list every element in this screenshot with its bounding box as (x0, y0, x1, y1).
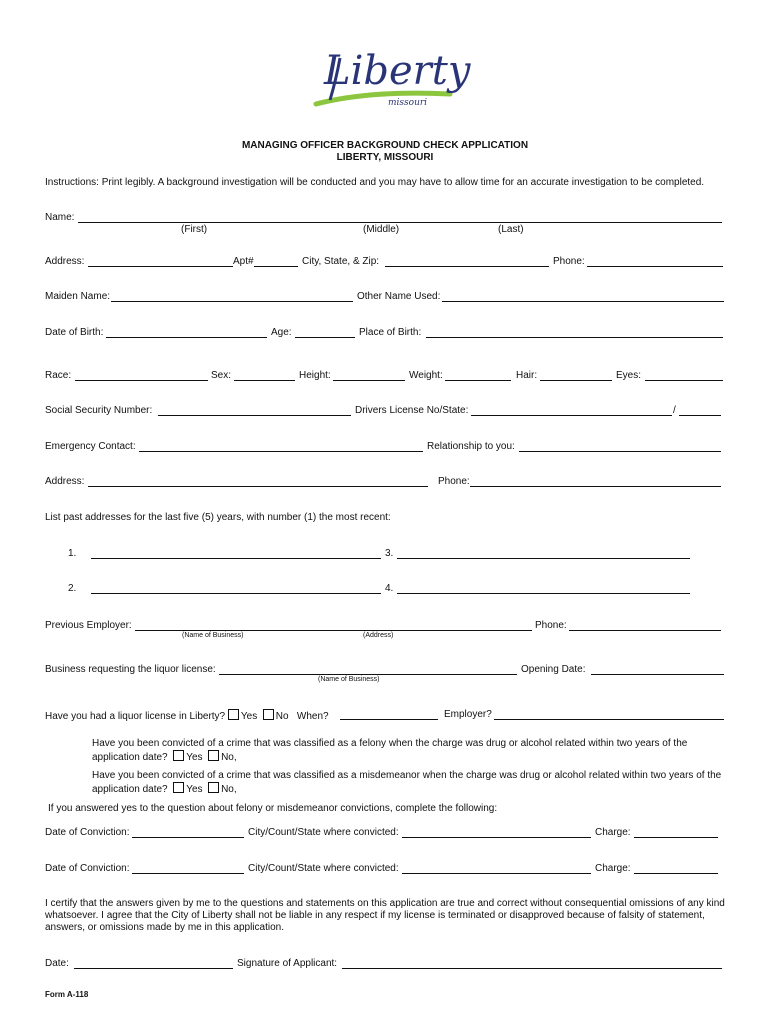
felony-no-checkbox[interactable] (208, 750, 219, 761)
weight-field[interactable] (445, 380, 511, 381)
employer-phone-field[interactable] (569, 630, 721, 631)
past-address-4-field[interactable] (397, 593, 690, 594)
instructions: Instructions: Print legibly. A background investigation will be conducted and you may have to allow time for an accurate investigation to be completed. (45, 177, 705, 188)
signature-date-field[interactable] (74, 968, 233, 969)
conviction-charge-field-1[interactable] (634, 837, 718, 838)
certification-statement: I certify that the answers given by me to the questions and statements on this application are true and correct without consequential omissions of any kind whatsoever. I agree that the City of Liberty shall not be liable in any respect if my license is terminated or disapproved because of falsity of statement, answers, or omissions made by me in this application. (45, 898, 725, 933)
conviction-date-label-1: Date of Conviction: (45, 827, 130, 838)
name-field[interactable] (78, 222, 722, 223)
liberty-logo (310, 40, 471, 120)
conviction-date-field-1[interactable] (132, 837, 244, 838)
liquor-yes-label: Yes (240, 711, 258, 722)
liquor-employer-field[interactable] (494, 719, 724, 720)
past-addresses-heading: List past addresses for the last five (5) years, with number (1) the most recent: (45, 512, 391, 523)
signature-field[interactable] (342, 968, 722, 969)
felony-no-label: No, (221, 752, 237, 763)
pob-field[interactable] (426, 337, 723, 338)
other-name-label: Other Name Used: (357, 291, 441, 302)
apt-label: Apt# (233, 256, 254, 267)
past-address-number-1: 1. (68, 548, 77, 559)
phone-label: Phone: (553, 256, 585, 267)
height-field[interactable] (333, 380, 405, 381)
race-field[interactable] (75, 380, 208, 381)
license-slash: / (673, 405, 676, 416)
previous-employer-field[interactable] (135, 630, 532, 631)
name-middle-caption: (Middle) (363, 224, 400, 235)
conviction-date-field-2[interactable] (132, 873, 244, 874)
logo-subtext: missouri (388, 98, 428, 108)
conviction-city-field-2[interactable] (402, 873, 591, 874)
emergency-address-field[interactable] (88, 486, 428, 487)
age-field[interactable] (295, 337, 355, 338)
other-name-field[interactable] (442, 301, 724, 302)
city-state-zip-field[interactable] (385, 266, 549, 267)
past-address-number-3: 3. (385, 548, 394, 559)
weight-label: Weight: (409, 370, 443, 381)
dob-field[interactable] (106, 337, 267, 338)
misdemeanor-no-checkbox[interactable] (208, 782, 219, 793)
previous-employer-label: Previous Employer: (45, 620, 132, 631)
signature-label: Signature of Applicant: (237, 958, 338, 969)
form-subtitle: LIBERTY, MISSOURI (336, 152, 434, 163)
business-requesting-field[interactable] (219, 674, 517, 675)
drivers-license-field[interactable] (471, 415, 672, 416)
relationship-label: Relationship to you: (427, 441, 515, 452)
sex-label: Sex: (211, 370, 232, 381)
conviction-intro: If you answered yes to the question about felony or misdemeanor convictions, complete the following: (48, 803, 498, 814)
past-address-number-2: 2. (68, 583, 77, 594)
opening-date-field[interactable] (591, 674, 724, 675)
signature-date-label: Date: (45, 958, 69, 969)
hair-label: Hair: (516, 370, 538, 381)
liquor-when-field[interactable] (340, 719, 438, 720)
apt-field[interactable] (254, 266, 298, 267)
conviction-charge-label-1: Charge: (595, 827, 631, 838)
conviction-charge-label-2: Charge: (595, 863, 631, 874)
name-label: Name: (45, 212, 75, 223)
felony-question-row2 (92, 750, 237, 763)
conviction-city-label-2: City/Count/State where convicted: (248, 863, 399, 874)
past-address-number-4: 4. (385, 583, 394, 594)
past-address-2-field[interactable] (91, 593, 381, 594)
misdemeanor-question-continued: application date? (92, 784, 168, 795)
liquor-no-label: No (275, 711, 289, 722)
maiden-name-field[interactable] (111, 301, 353, 302)
misdemeanor-question-row2 (92, 782, 237, 795)
employer-phone-label: Phone: (535, 620, 567, 631)
ssn-field[interactable] (158, 415, 351, 416)
name-first-caption: (First) (181, 224, 208, 235)
ssn-label: Social Security Number: (45, 405, 153, 416)
drivers-license-label: Drivers License No/State: (355, 405, 469, 416)
form-id: Form A-118 (45, 990, 89, 999)
felony-yes-label: Yes (186, 752, 203, 763)
business-requesting-label: Business requesting the liquor license: (45, 664, 216, 675)
past-address-1-field[interactable] (91, 558, 381, 559)
race-label: Race: (45, 370, 72, 381)
sex-field[interactable] (234, 380, 295, 381)
felony-yes-checkbox[interactable] (173, 750, 184, 761)
liquor-employer-label: Employer? (444, 709, 492, 720)
liquor-license-question: Have you had a liquor license in Liberty? (45, 711, 226, 722)
felony-question-continued: application date? (92, 752, 168, 763)
employer-business-caption: (Name of Business) (182, 632, 244, 639)
liquor-when-label: When? (296, 711, 329, 722)
address-field[interactable] (88, 266, 233, 267)
eyes-field[interactable] (645, 380, 723, 381)
liquor-yes-checkbox[interactable] (228, 709, 239, 720)
license-state-field[interactable] (679, 415, 721, 416)
business-name-caption: (Name of Business) (318, 676, 380, 683)
conviction-date-label-2: Date of Conviction: (45, 863, 130, 874)
conviction-city-field-1[interactable] (402, 837, 591, 838)
form-title: MANAGING OFFICER BACKGROUND CHECK APPLICATION (241, 140, 529, 151)
relationship-field[interactable] (519, 451, 721, 452)
emergency-contact-label: Emergency Contact: (45, 441, 136, 452)
misdemeanor-question: Have you been convicted of a crime that was classified as a misdemeanor when the charge was drug or alcohol related within two years of the (92, 770, 722, 781)
city-state-zip-label: City, State, & Zip: (302, 256, 380, 267)
emergency-contact-field[interactable] (139, 451, 423, 452)
conviction-city-label-1: City/Count/State where convicted: (248, 827, 399, 838)
dob-label: Date of Birth: (45, 327, 104, 338)
hair-field[interactable] (540, 380, 612, 381)
liquor-no-checkbox[interactable] (263, 709, 274, 720)
opening-date-label: Opening Date: (521, 664, 586, 675)
emergency-address-label: Address: (45, 476, 85, 487)
name-last-caption: (Last) (498, 224, 524, 235)
logo-wordmark: Liberty (324, 48, 471, 94)
maiden-name-label: Maiden Name: (45, 291, 111, 302)
height-label: Height: (299, 370, 331, 381)
conviction-charge-field-2[interactable] (634, 873, 718, 874)
liquor-license-row (45, 709, 329, 722)
misdemeanor-yes-checkbox[interactable] (173, 782, 184, 793)
pob-label: Place of Birth: (359, 327, 422, 338)
eyes-label: Eyes: (616, 370, 642, 381)
age-label: Age: (271, 327, 292, 338)
past-address-3-field[interactable] (397, 558, 690, 559)
emergency-phone-field[interactable] (470, 486, 721, 487)
felony-question: Have you been convicted of a crime that was classified as a felony when the charge was drug or alcohol related within two years of the (92, 738, 688, 749)
phone-field[interactable] (587, 266, 723, 267)
address-label: Address: (45, 256, 85, 267)
employer-address-caption: (Address) (363, 632, 394, 639)
misdemeanor-no-label: No, (221, 784, 237, 795)
emergency-phone-label: Phone: (438, 476, 470, 487)
misdemeanor-yes-label: Yes (186, 784, 203, 795)
